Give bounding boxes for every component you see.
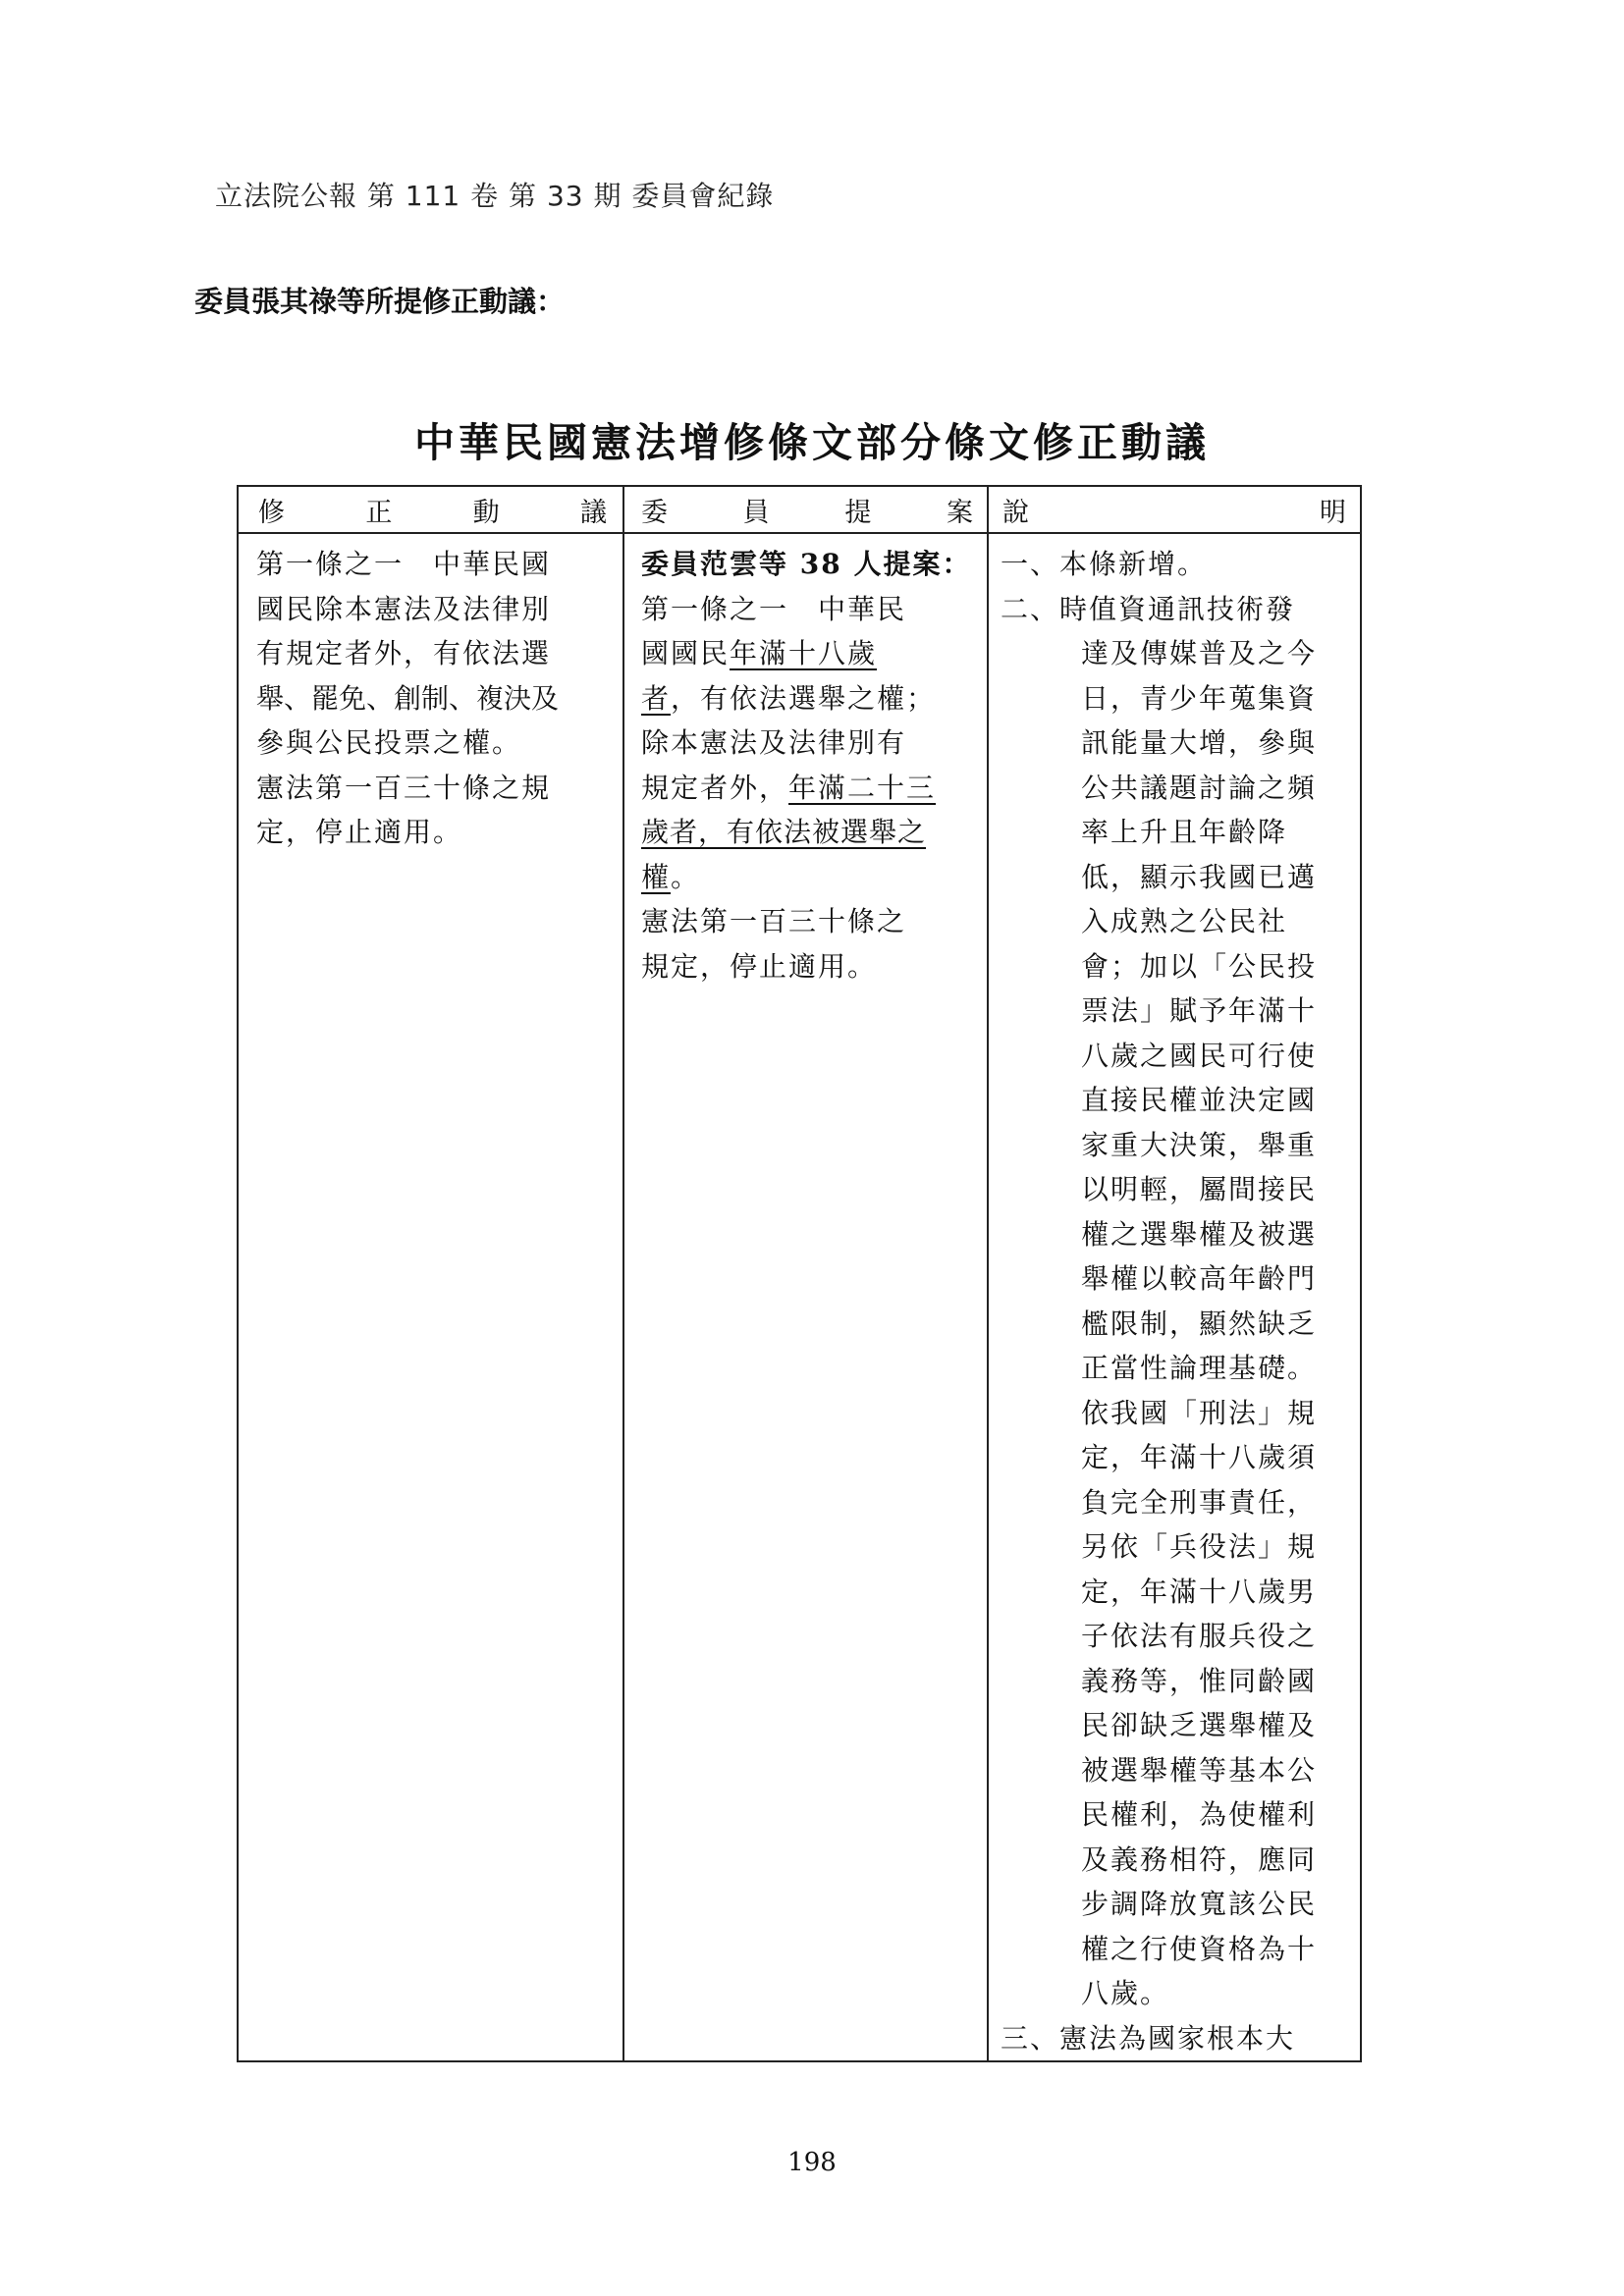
running-header: 立法院公報 第 111 卷 第 33 期 委員會紀錄 (215, 180, 775, 212)
explanation-text: 一、本條新增。 二、時值資通訊技術發 達及傳媒普及之今 日，青少年蒐集資 訊能量大增，參與 公共議題討論之頻 率上升且年齡降 低，顯示我國已邁 入成熟之公民社 會；加以「公民投 票法」賦予年滿十 八歲之國民可行使 直接民權並決定國 家重大決策，舉重 以明輕，屬間接民 權之選舉權及被選 舉權以較高年齡門 檻限制，顯然缺乏 正當性論理基礎。 依我國「刑法」規 定，年滿十八歲須 負完全刑事責任， 另依「兵役法」規 定，年滿十八歲男 子依法有服兵役之 義務等，惟同齡國 民卻缺乏選舉權及 被選舉權等基本公 民權利，為使權利 及義務相符，應同 步調降放寬該公民 權之行使資格為十 八歲。 三、憲法為國家根本大 (1001, 542, 1359, 2060)
header-member-proposal: 委 員 提 案 (641, 497, 973, 528)
header-amendment-motion: 修 正 動 議 (258, 497, 607, 528)
page-number: 198 (787, 2148, 837, 2177)
header-divider (239, 532, 1360, 534)
document-title: 中華民國憲法增修條文部分條文修正動議 (414, 419, 1210, 466)
header-explanation: 說 明 (1002, 497, 1346, 528)
amendment-motion-text: 第一條之一 中華民國 國民除本憲法及法律別 有規定者外，有依法選 舉、罷免、創制、複決及 參與公民投票之權。 憲法第一百三十條之規 定，停止適用。 (256, 548, 560, 848)
column-divider (987, 487, 989, 2060)
proposer-line: 委員范雲等 38 人提案： (641, 548, 972, 580)
motion-intro: 委員張其祿等所提修正動議： (194, 285, 566, 318)
explanation-item-3: 三、憲法為國家根本大 (1001, 2021, 1296, 2055)
column-divider (623, 487, 624, 2060)
explanation-item-1: 一、本條新增。 (1001, 548, 1208, 580)
amendment-table (237, 485, 1362, 2062)
member-proposal-text: 委員范雲等 38 人提案： 第一條之一 中華民 國國民年滿十八歲 者，有依法選舉之權； 除本憲法及法律別有 規定者外，年滿二十三 歲者，有依法被選舉之 權。 憲法第一百三十條之 規定，停止適用。 (641, 542, 980, 988)
